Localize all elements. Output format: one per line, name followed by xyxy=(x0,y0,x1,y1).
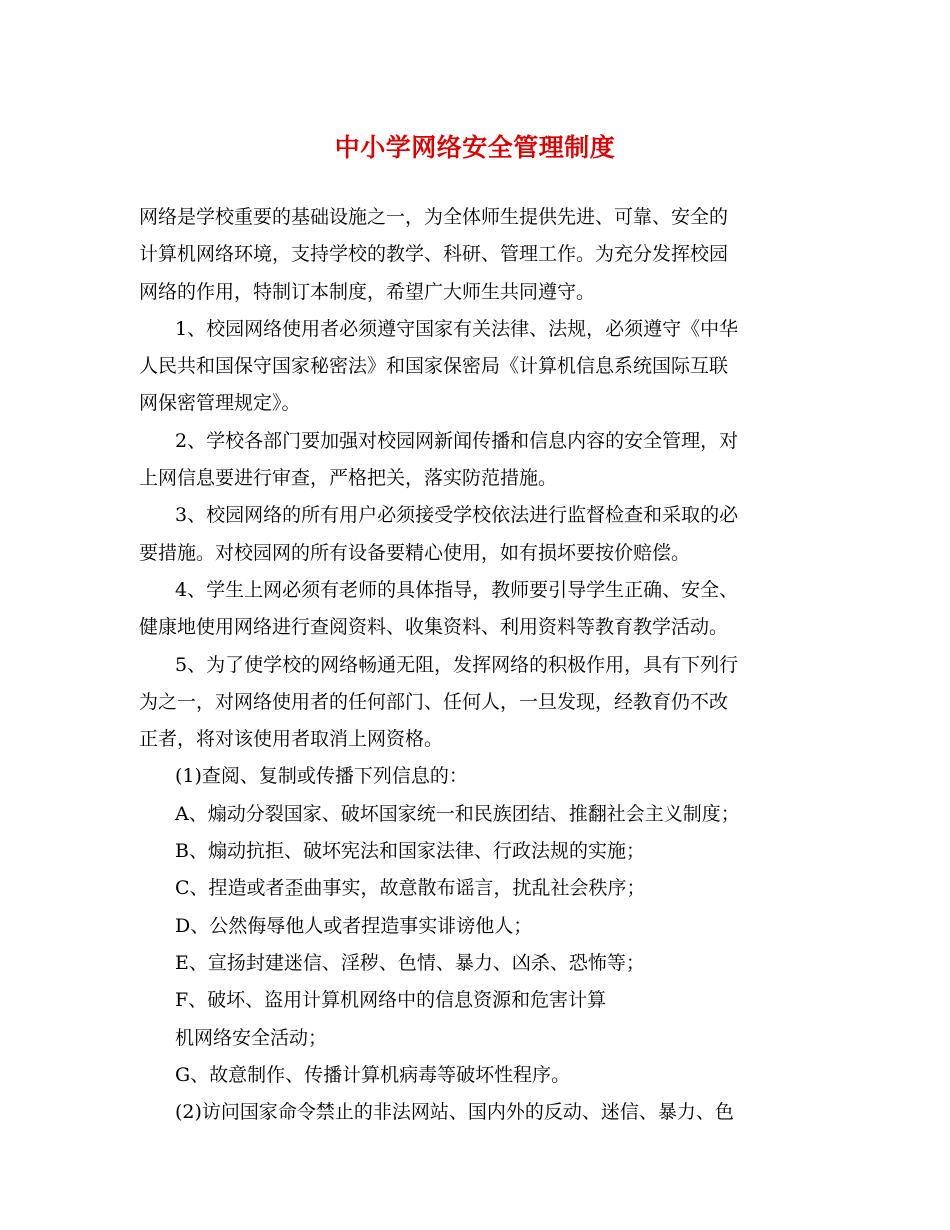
body-line: A、煽动分裂国家、破坏国家统一和民族团结、推翻社会主义制度； xyxy=(175,802,740,825)
body-line: 1、校园网络使用者必须遵守国家有关法律、法规，必须遵守《中华 xyxy=(175,317,739,340)
document-body xyxy=(139,199,819,1131)
body-line: 正者，将对该使用者取消上网资格。 xyxy=(139,728,444,751)
body-line: 上网信息要进行审查，严格把关，落实防范措施。 xyxy=(139,467,558,490)
document-title: 中小学网络安全管理制度 xyxy=(334,133,616,162)
body-line: 5、为了使学校的网络畅通无阻，发挥网络的积极作用，具有下列行 xyxy=(175,653,739,676)
body-line: 4、学生上网必须有老师的具体指导，教师要引导学生正确、安全、 xyxy=(175,578,739,601)
body-line: 网保密管理规定》。 xyxy=(139,392,301,415)
body-line: 网络的作用，特制订本制度，希望广大师生共同遵守。 xyxy=(139,280,596,303)
body-line: 人民共和国保守国家秘密法》和国家保密局《计算机信息系统国际互联 xyxy=(139,355,729,378)
body-line: F、破坏、盗用计算机网络中的信息资源和危害计算 xyxy=(175,989,607,1012)
body-line: (1)查阅、复制或传播下列信息的： xyxy=(175,765,468,788)
body-line: (2)访问国家命令禁止的非法网站、国内外的反动、迷信、暴力、色 xyxy=(175,1101,734,1124)
body-line: G、故意制作、传播计算机病毒等破坏性程序。 xyxy=(175,1063,571,1086)
body-line: B、煽动抗拒、破坏宪法和国家法律、行政法规的实施； xyxy=(175,840,645,863)
body-line: 网络是学校重要的基础设施之一，为全体师生提供先进、可靠、安全的 xyxy=(139,206,729,228)
body-line: C、捏造或者歪曲事实，故意散布谣言，扰乱社会秩序； xyxy=(175,877,646,900)
body-line: 健康地使用网络进行查阅资料、收集资料、利用资料等教育教学活动。 xyxy=(139,616,729,639)
body-line: 机网络安全活动； xyxy=(175,1026,328,1049)
body-line: E、宣扬封建迷信、淫秽、色情、暴力、凶杀、恐怖等； xyxy=(175,951,645,974)
body-line: 3、校园网络的所有用户必须接受学校依法进行监督检查和采取的必 xyxy=(175,504,739,527)
body-line: 要措施。对校园网的所有设备要精心使用，如有损坏要按价赔偿。 xyxy=(139,541,691,564)
body-line: 计算机网络环境，支持学校的教学、科研、管理工作。为充分发挥校园 xyxy=(139,243,729,266)
body-line: D、公然侮辱他人或者捏造事实诽谤他人； xyxy=(175,914,533,937)
body-line: 2、学校各部门要加强对校园网新闻传播和信息内容的安全管理，对 xyxy=(175,429,739,452)
body-line: 为之一，对网络使用者的任何部门、任何人，一旦发现，经教育仍不改 xyxy=(139,690,729,713)
